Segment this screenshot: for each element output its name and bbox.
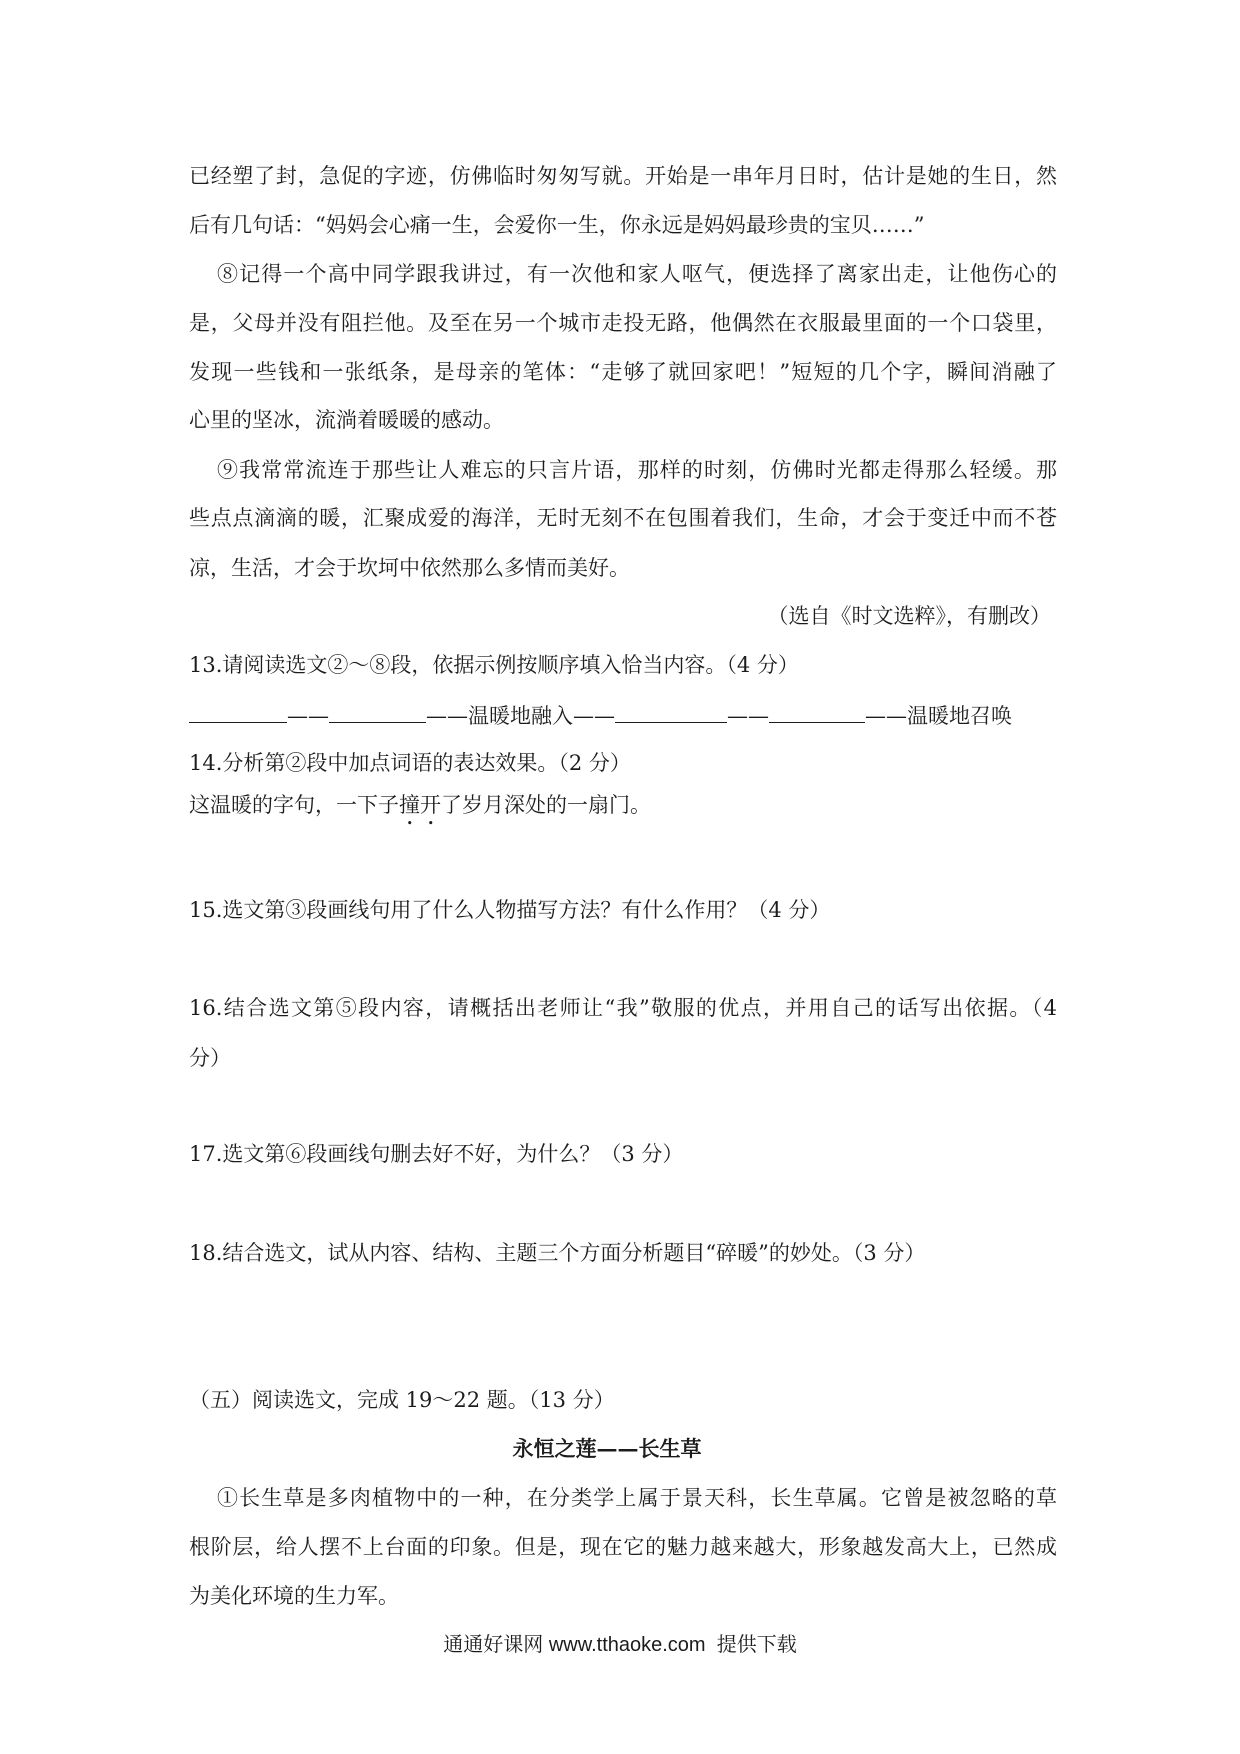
question-16: 16.结合选文第⑤段内容，请概括出老师让“我”敬服的优点，并用自己的话写出依据。（4 (189, 996, 1057, 1020)
fill-connector: ——温暖地融入—— (426, 704, 615, 728)
section-heading: （五）阅读选文，完成 19～22 题。（13 分） (189, 1388, 615, 1412)
fill-connector: —— (727, 704, 769, 728)
fill-connector: ——温暖地召唤 (865, 704, 1012, 728)
passage-line: 已经塑了封，急促的字迹，仿佛临时匆匆写就。开始是一串年月日时，估计是她的生日，然 (189, 164, 1057, 188)
question-15: 15.选文第③段画线句用了什么人物描写方法？有什么作用？（4 分） (189, 898, 831, 922)
answer-blank (189, 700, 287, 723)
passage-line: 些点点滴滴的暖，汇聚成爱的海洋，无时无刻不在包围着我们，生命，才会于变迁中而不苍 (189, 506, 1057, 530)
passage-line: 根阶层，给人摆不上台面的印象。但是，现在它的魅力越来越大，形象越发高大上，已然成 (189, 1535, 1057, 1559)
answer-blank (615, 700, 727, 723)
passage-source: （选自《时文选粹》，有删改） (767, 604, 1051, 628)
passage-line: 是，父母并没有阻拦他。及至在另一个城市走投无路，他偶然在衣服最里面的一个口袋里， (189, 311, 1057, 335)
emphasized-word: 撞开 (399, 793, 441, 817)
answer-blank (329, 700, 426, 723)
sentence-text: 了岁月深处的一扇门。 (441, 793, 651, 817)
question-17: 17.选文第⑥段画线句删去好不好，为什么？（3 分） (189, 1142, 684, 1166)
answer-blank (769, 700, 865, 723)
passage-line: ⑨我常常流连于那些让人难忘的只言片语，那样的时刻，仿佛时光都走得那么轻缓。那 (217, 458, 1057, 482)
passage-line: ①长生草是多肉植物中的一种，在分类学上属于景天科，长生草属。它曾是被忽略的草 (217, 1486, 1057, 1510)
question-13-fill-line (189, 700, 1057, 731)
page-footer: 通通好课网 www.tthaoke.com 提供下载 (443, 1634, 797, 1656)
passage-line: 发现一些钱和一张纸条，是母亲的笔体：“走够了就回家吧！”短短的几个字，瞬间消融了 (189, 360, 1057, 384)
question-18: 18.结合选文，试从内容、结构、主题三个方面分析题目“碎暖”的妙处。（3 分） (189, 1241, 926, 1265)
question-14-sentence (189, 790, 1057, 830)
question-14: 14.分析第②段中加点词语的表达效果。（2 分） (189, 751, 631, 775)
fill-connector: —— (287, 704, 329, 728)
passage-line: 后有几句话：“妈妈会心痛一生，会爱你一生，你永远是妈妈最珍贵的宝贝……” (189, 213, 925, 237)
passage-line: 为美化环境的生力军。 (189, 1584, 399, 1608)
passage-line: 心里的坚冰，流淌着暖暖的感动。 (189, 408, 504, 432)
question-13: 13.请阅读选文②～⑧段，依据示例按顺序填入恰当内容。（4 分） (189, 653, 799, 677)
passage-line: ⑧记得一个高中同学跟我讲过，有一次他和家人呕气，便选择了离家出走，让他伤心的 (217, 262, 1057, 286)
sentence-text: 这温暖的字句，一下子 (189, 793, 399, 817)
question-16-continued: 分） (189, 1046, 231, 1070)
passage-line: 凉，生活，才会于坎坷中依然那么多情而美好。 (189, 556, 630, 580)
article-title: 永恒之莲——长生草 (512, 1436, 702, 1461)
